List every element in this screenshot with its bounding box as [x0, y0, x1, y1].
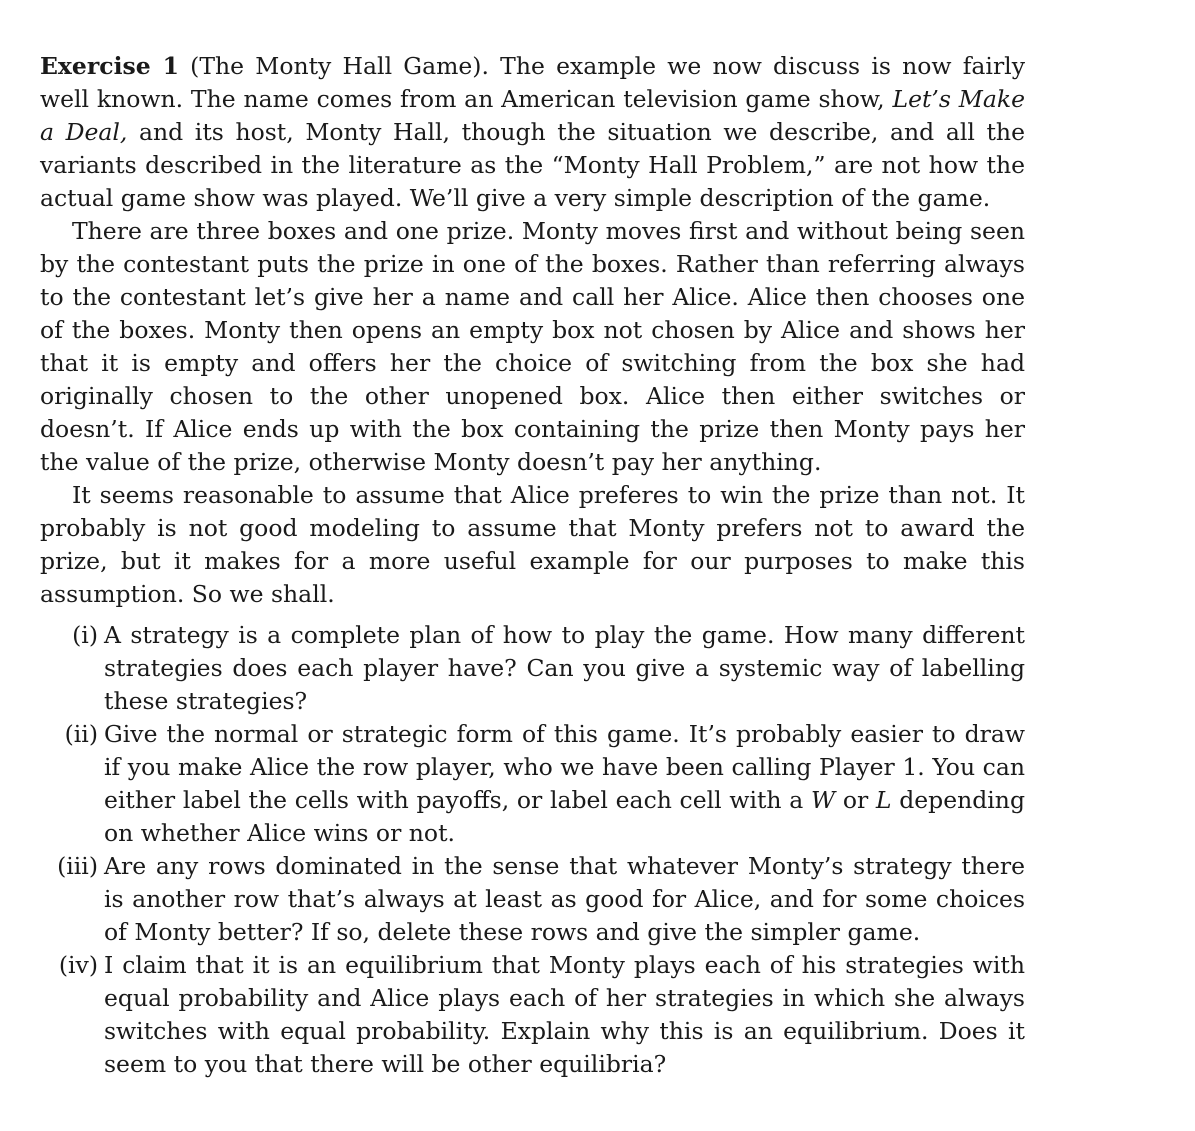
question-item [40, 718, 1025, 850]
item-text-c: depending on whether Alice wins or not. [104, 786, 1025, 847]
question-item [40, 619, 1025, 718]
item-text-a: Give the normal or strategic form of this game. It’s probably easier to draw if you make Alice the row player, who we have been calling Player 1. You can either label the cells with payoffs, or label each cell with a [104, 720, 1025, 814]
item-marker: (i) [72, 621, 98, 649]
item-text: Are any rows dominated in the sense that whatever Monty’s strategy there is another row that’s always at least as good for Alice, and for some choices of Monty better? If so, delete these rows and give the simpler game. [104, 852, 1025, 946]
item-marker: (ii) [64, 720, 98, 748]
symbol-l: L [875, 786, 892, 814]
question-item [40, 949, 1025, 1081]
question-list [40, 619, 1025, 1081]
setup-paragraph: There are three boxes and one prize. Monty moves first and without being seen by the contestant puts the prize in one of the boxes. Rather than referring always to the contestant let’s give her a name and call her Alice. Alice then chooses one of the boxes. Monty then opens an empty box not chosen by Alice and shows her that it is empty and offers her the choice of switching from the box she had originally chosen to the other unopened box. Alice then either switches or doesn’t. If Alice ends up with the box containing the prize then Monty pays her the value of the prize, otherwise Monty doesn’t pay her anything. [40, 217, 1025, 476]
item-text: I claim that it is an equilibrium that Monty plays each of his strategies with equal probability and Alice plays each of her strategies in which she always switches with equal probability. Explain why this is an equilibrium. Does it seem to you that there will be other equilibria? [104, 951, 1025, 1078]
item-text-b: or [835, 786, 876, 814]
intro-text-a: The example we now discuss is now fairly well known. The name comes from an American television game show, [40, 52, 1025, 113]
assumption-paragraph: It seems reasonable to assume that Alice preferes to win the prize than not. It probably is not good modeling to assume that Monty prefers not to award the prize, but it makes for a more useful example for our purposes to make this assumption. So we shall. [40, 481, 1025, 608]
show-name: Let’s Make a Deal, [40, 85, 1025, 146]
item-marker: (iv) [58, 951, 98, 979]
intro-paragraph [40, 50, 1025, 215]
exercise-title: (The Monty Hall Game). [190, 52, 489, 80]
exercise-label: Exercise 1 [40, 52, 179, 80]
item-text [104, 718, 1025, 850]
exercise-document [40, 50, 1025, 1081]
item-text: A strategy is a complete plan of how to play the game. How many different strategies does each player have? Can you give a systemic way of labelling these strategies? [104, 621, 1025, 715]
item-marker: (iii) [57, 852, 98, 880]
intro-text-b: and its host, Monty Hall, though the situation we describe, and all the variants described in the literature as the “Monty Hall Problem,” are not how the actual game show was played. We’ll give a very simple description of the game. [40, 118, 1025, 212]
symbol-w: W [810, 786, 836, 814]
question-item [40, 850, 1025, 949]
